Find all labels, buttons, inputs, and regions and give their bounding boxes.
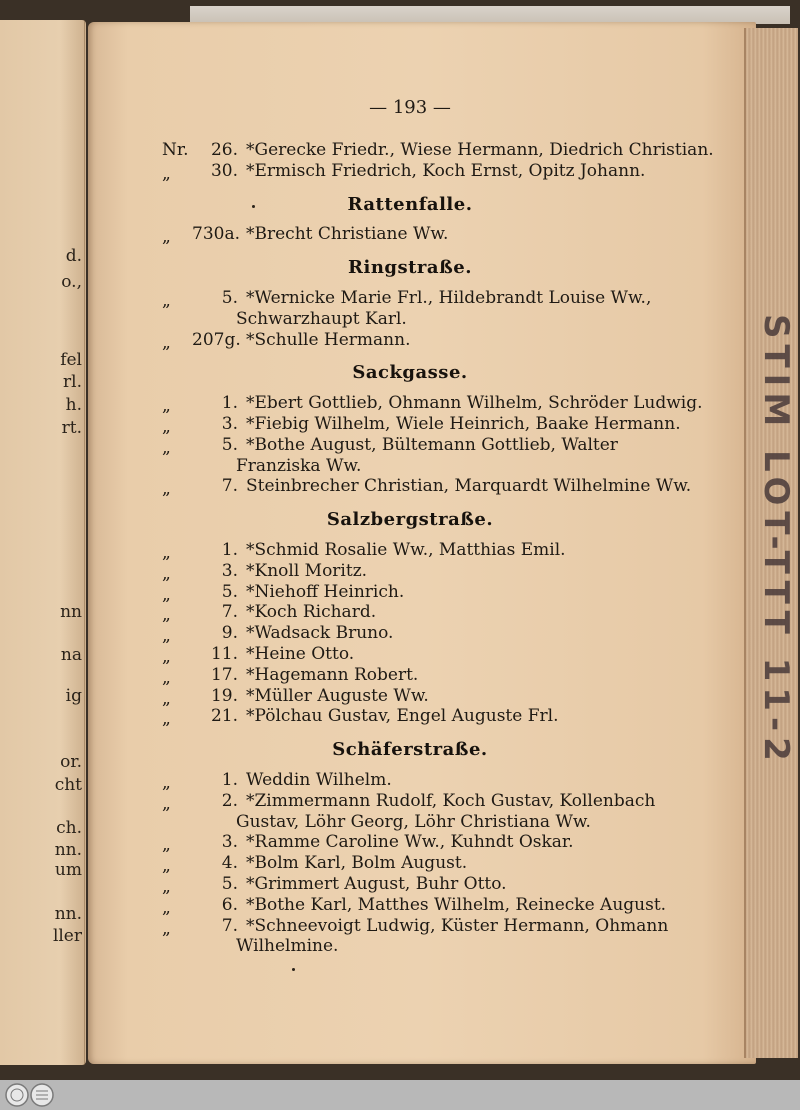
- resident-names: *Hagemann Robert.: [246, 664, 419, 685]
- left-page-fragment: um: [54, 860, 82, 880]
- entry-prefix: „: [162, 688, 171, 709]
- house-number: 730a.: [192, 224, 240, 245]
- entry-prefix: „: [162, 667, 171, 688]
- left-page-fragment: nn: [60, 602, 82, 622]
- house-number: 1.: [221, 540, 238, 560]
- resident-names: *Müller Auguste Ww.: [246, 685, 429, 706]
- resident-names-continued: Gustav, Löhr Georg, Löhr Christiana Ww.: [236, 811, 591, 832]
- house-number: 3.: [221, 414, 238, 434]
- left-page-fragment: na: [60, 645, 82, 665]
- left-page-fragment: ller: [52, 926, 82, 946]
- street-heading: Salzbergstraße.: [326, 509, 494, 531]
- resident-names-continued: Franziska Ww.: [236, 455, 362, 476]
- street-heading: Ringstraße.: [348, 257, 472, 279]
- left-page-fragment: rt.: [61, 418, 82, 438]
- resident-names: *Wadsack Bruno.: [246, 623, 394, 644]
- house-number: 19.: [210, 685, 238, 706]
- resident-names: *Grimmert August, Buhr Otto.: [246, 874, 507, 894]
- resident-names: *Knoll Moritz.: [246, 560, 368, 581]
- left-page-fragment: d.: [65, 246, 82, 266]
- house-number: 7.: [221, 476, 238, 497]
- resident-names: *Ramme Caroline Ww., Kuhndt Oskar.: [246, 832, 574, 853]
- house-number: 5.: [221, 288, 238, 308]
- resident-names: *Fiebig Wilhelm, Wiele Heinrich, Baake Hermann.: [246, 414, 681, 434]
- left-page-fragment: ch.: [56, 818, 82, 838]
- viewer-bottom-bar: [0, 1080, 800, 1110]
- house-number: 3.: [221, 832, 238, 853]
- entry-prefix: „: [162, 332, 171, 353]
- entry-prefix: „: [162, 417, 171, 437]
- left-page-fragment: fel: [60, 350, 82, 370]
- resident-names: *Bolm Karl, Bolm August.: [246, 853, 468, 874]
- resident-names: *Schulle Hermann.: [246, 329, 411, 350]
- house-number: 1.: [221, 770, 238, 790]
- house-number: 5.: [221, 434, 238, 455]
- entry-prefix: „: [162, 437, 171, 458]
- entry-prefix: „: [162, 709, 171, 730]
- resident-names: *Niehoff Heinrich.: [246, 581, 405, 602]
- resident-names: *Bothe August, Bültemann Gottlieb, Walter: [246, 434, 618, 455]
- resident-names-continued: Wilhelmine.: [236, 936, 339, 957]
- ink-speck: [292, 968, 295, 971]
- entry-prefix: „: [162, 835, 171, 856]
- entry-prefix: „: [162, 647, 171, 667]
- house-number: 2.: [221, 790, 238, 811]
- entry-prefix: „: [162, 877, 171, 897]
- page-number: — 193 —: [369, 97, 451, 118]
- resident-names: *Ermisch Friedrich, Koch Ernst, Opitz Johann.: [246, 160, 646, 181]
- entry-prefix: „: [162, 291, 171, 311]
- library-seal-icon: [4, 1082, 56, 1108]
- house-number: 5.: [221, 581, 238, 602]
- house-number: 3.: [221, 560, 238, 581]
- resident-names: *Gerecke Friedr., Wiese Hermann, Diedrich Christian.: [246, 140, 714, 160]
- resident-names: Steinbrecher Christian, Marquardt Wilhelmine Ww.: [246, 476, 692, 497]
- entry-prefix: „: [162, 584, 171, 605]
- house-number: 26.: [210, 140, 238, 160]
- entry-prefix: „: [162, 793, 171, 814]
- resident-names: *Bothe Karl, Matthes Wilhelm, Reinecke August.: [246, 894, 667, 915]
- resident-names: *Schmid Rosalie Ww., Matthias Emil.: [246, 540, 566, 560]
- resident-names-continued: Schwarzhaupt Karl.: [236, 308, 407, 329]
- entry-prefix: Nr.: [162, 140, 189, 160]
- resident-names: *Zimmermann Rudolf, Koch Gustav, Kollenbach: [246, 790, 656, 811]
- left-page-fragment: nn.: [54, 904, 82, 924]
- entry-prefix: „: [162, 543, 171, 563]
- house-number: 9.: [221, 623, 238, 644]
- resident-names: *Pölchau Gustav, Engel Auguste Frl.: [246, 706, 559, 727]
- house-number: 11.: [210, 644, 238, 664]
- resident-names: *Brecht Christiane Ww.: [246, 224, 449, 245]
- entry-prefix: „: [162, 227, 171, 248]
- entry-prefix: „: [162, 396, 171, 417]
- house-number: 6.: [221, 894, 238, 915]
- resident-names: *Wernicke Marie Frl., Hildebrandt Louise Ww.,: [246, 288, 652, 308]
- house-number: 5.: [221, 874, 238, 894]
- left-page-fragment: o.,: [61, 272, 82, 292]
- house-number: 21.: [210, 706, 238, 727]
- entry-prefix: „: [162, 773, 171, 793]
- street-heading: Rattenfalle.: [347, 193, 473, 215]
- entry-prefix: „: [162, 563, 171, 584]
- entry-prefix: „: [162, 897, 171, 918]
- left-page-fragment: nn.: [54, 840, 82, 860]
- entry-prefix: „: [162, 605, 171, 626]
- entry-prefix: „: [162, 856, 171, 877]
- house-number: 17.: [210, 664, 238, 685]
- entry-prefix: „: [162, 626, 171, 647]
- house-number: 4.: [221, 853, 238, 874]
- spine-text: STIM LOT-TTT 11-2: [756, 313, 796, 767]
- left-page-fragment: cht: [54, 775, 82, 795]
- left-page-fragment: or.: [60, 752, 82, 772]
- entry-prefix: „: [162, 479, 171, 500]
- house-number: 7.: [221, 602, 238, 623]
- entry-prefix: „: [162, 163, 171, 184]
- house-number: 30.: [210, 160, 238, 181]
- resident-names: *Koch Richard.: [246, 602, 377, 623]
- resident-names: *Heine Otto.: [246, 644, 355, 664]
- left-page-fragment: rl.: [63, 372, 82, 392]
- left-page-fragment: h.: [65, 395, 82, 415]
- house-number: 7.: [221, 915, 238, 936]
- street-heading: Sackgasse.: [352, 362, 468, 384]
- left-page-fragment: ig: [65, 686, 82, 706]
- house-number: 207g.: [192, 329, 241, 350]
- resident-names: *Schneevoigt Ludwig, Küster Hermann, Ohmann: [246, 915, 669, 936]
- entry-prefix: „: [162, 918, 171, 939]
- ink-speck: [252, 205, 255, 208]
- resident-names: Weddin Wilhelm.: [246, 770, 392, 790]
- resident-names: *Ebert Gottlieb, Ohmann Wilhelm, Schröder Ludwig.: [246, 393, 703, 414]
- page-edge-line: [84, 20, 85, 1065]
- house-number: 1.: [221, 393, 238, 414]
- street-heading: Schäferstraße.: [332, 739, 488, 761]
